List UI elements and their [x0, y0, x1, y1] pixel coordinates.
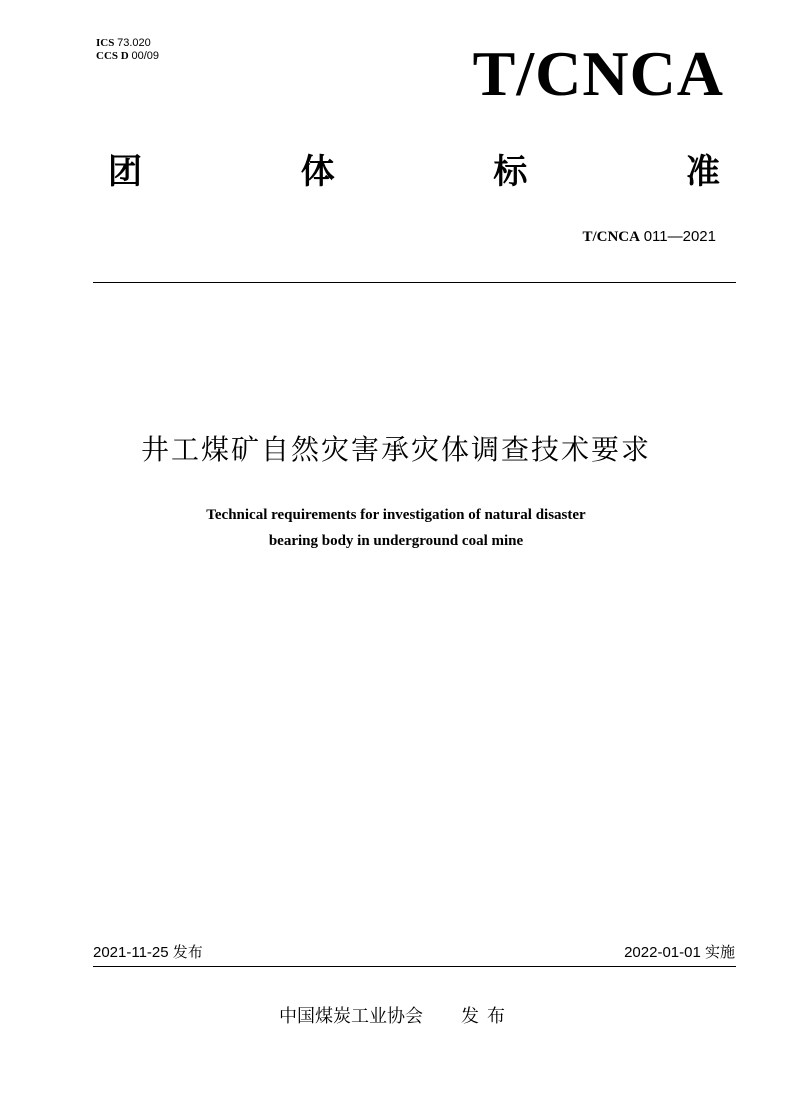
english-title-line-2: bearing body in underground coal mine	[268, 533, 524, 549]
ics-code	[96, 37, 159, 50]
implement-date: 2022-01-01 实施	[624, 944, 735, 961]
english-title-line-1: Technical requirements for investigation of natural disaster	[206, 507, 586, 523]
standard-type-title	[108, 152, 720, 192]
ccs-code	[96, 50, 159, 63]
standard-type-char: 体	[300, 152, 335, 192]
classification-codes	[96, 37, 159, 63]
standard-number	[582, 228, 716, 246]
chinese-title: 井工煤矿自然灾害承灾体调查技术要求	[140, 433, 651, 466]
standard-type-char: 团	[108, 152, 142, 192]
ics-value: 73.020	[117, 37, 151, 49]
issue-date: 2021-11-25 发布	[93, 944, 203, 961]
ccs-label: CCS D	[96, 50, 129, 62]
issuer-line	[0, 1006, 792, 1028]
standard-type-char: 准	[685, 152, 720, 192]
ccs-value: 00/09	[131, 50, 159, 62]
standard-type-char: 标	[493, 152, 528, 192]
ics-label: ICS	[96, 37, 115, 49]
bottom-divider	[93, 966, 736, 967]
issuer-name: 中国煤炭工业协会	[279, 1006, 423, 1027]
standard-number-value: 011—2021	[643, 228, 716, 245]
top-divider	[93, 282, 736, 283]
english-title	[0, 502, 792, 554]
issuer-action: 发布	[461, 1006, 513, 1027]
standard-logo: T/CNCA	[472, 38, 724, 109]
standard-number-prefix: T/CNCA	[582, 229, 640, 245]
